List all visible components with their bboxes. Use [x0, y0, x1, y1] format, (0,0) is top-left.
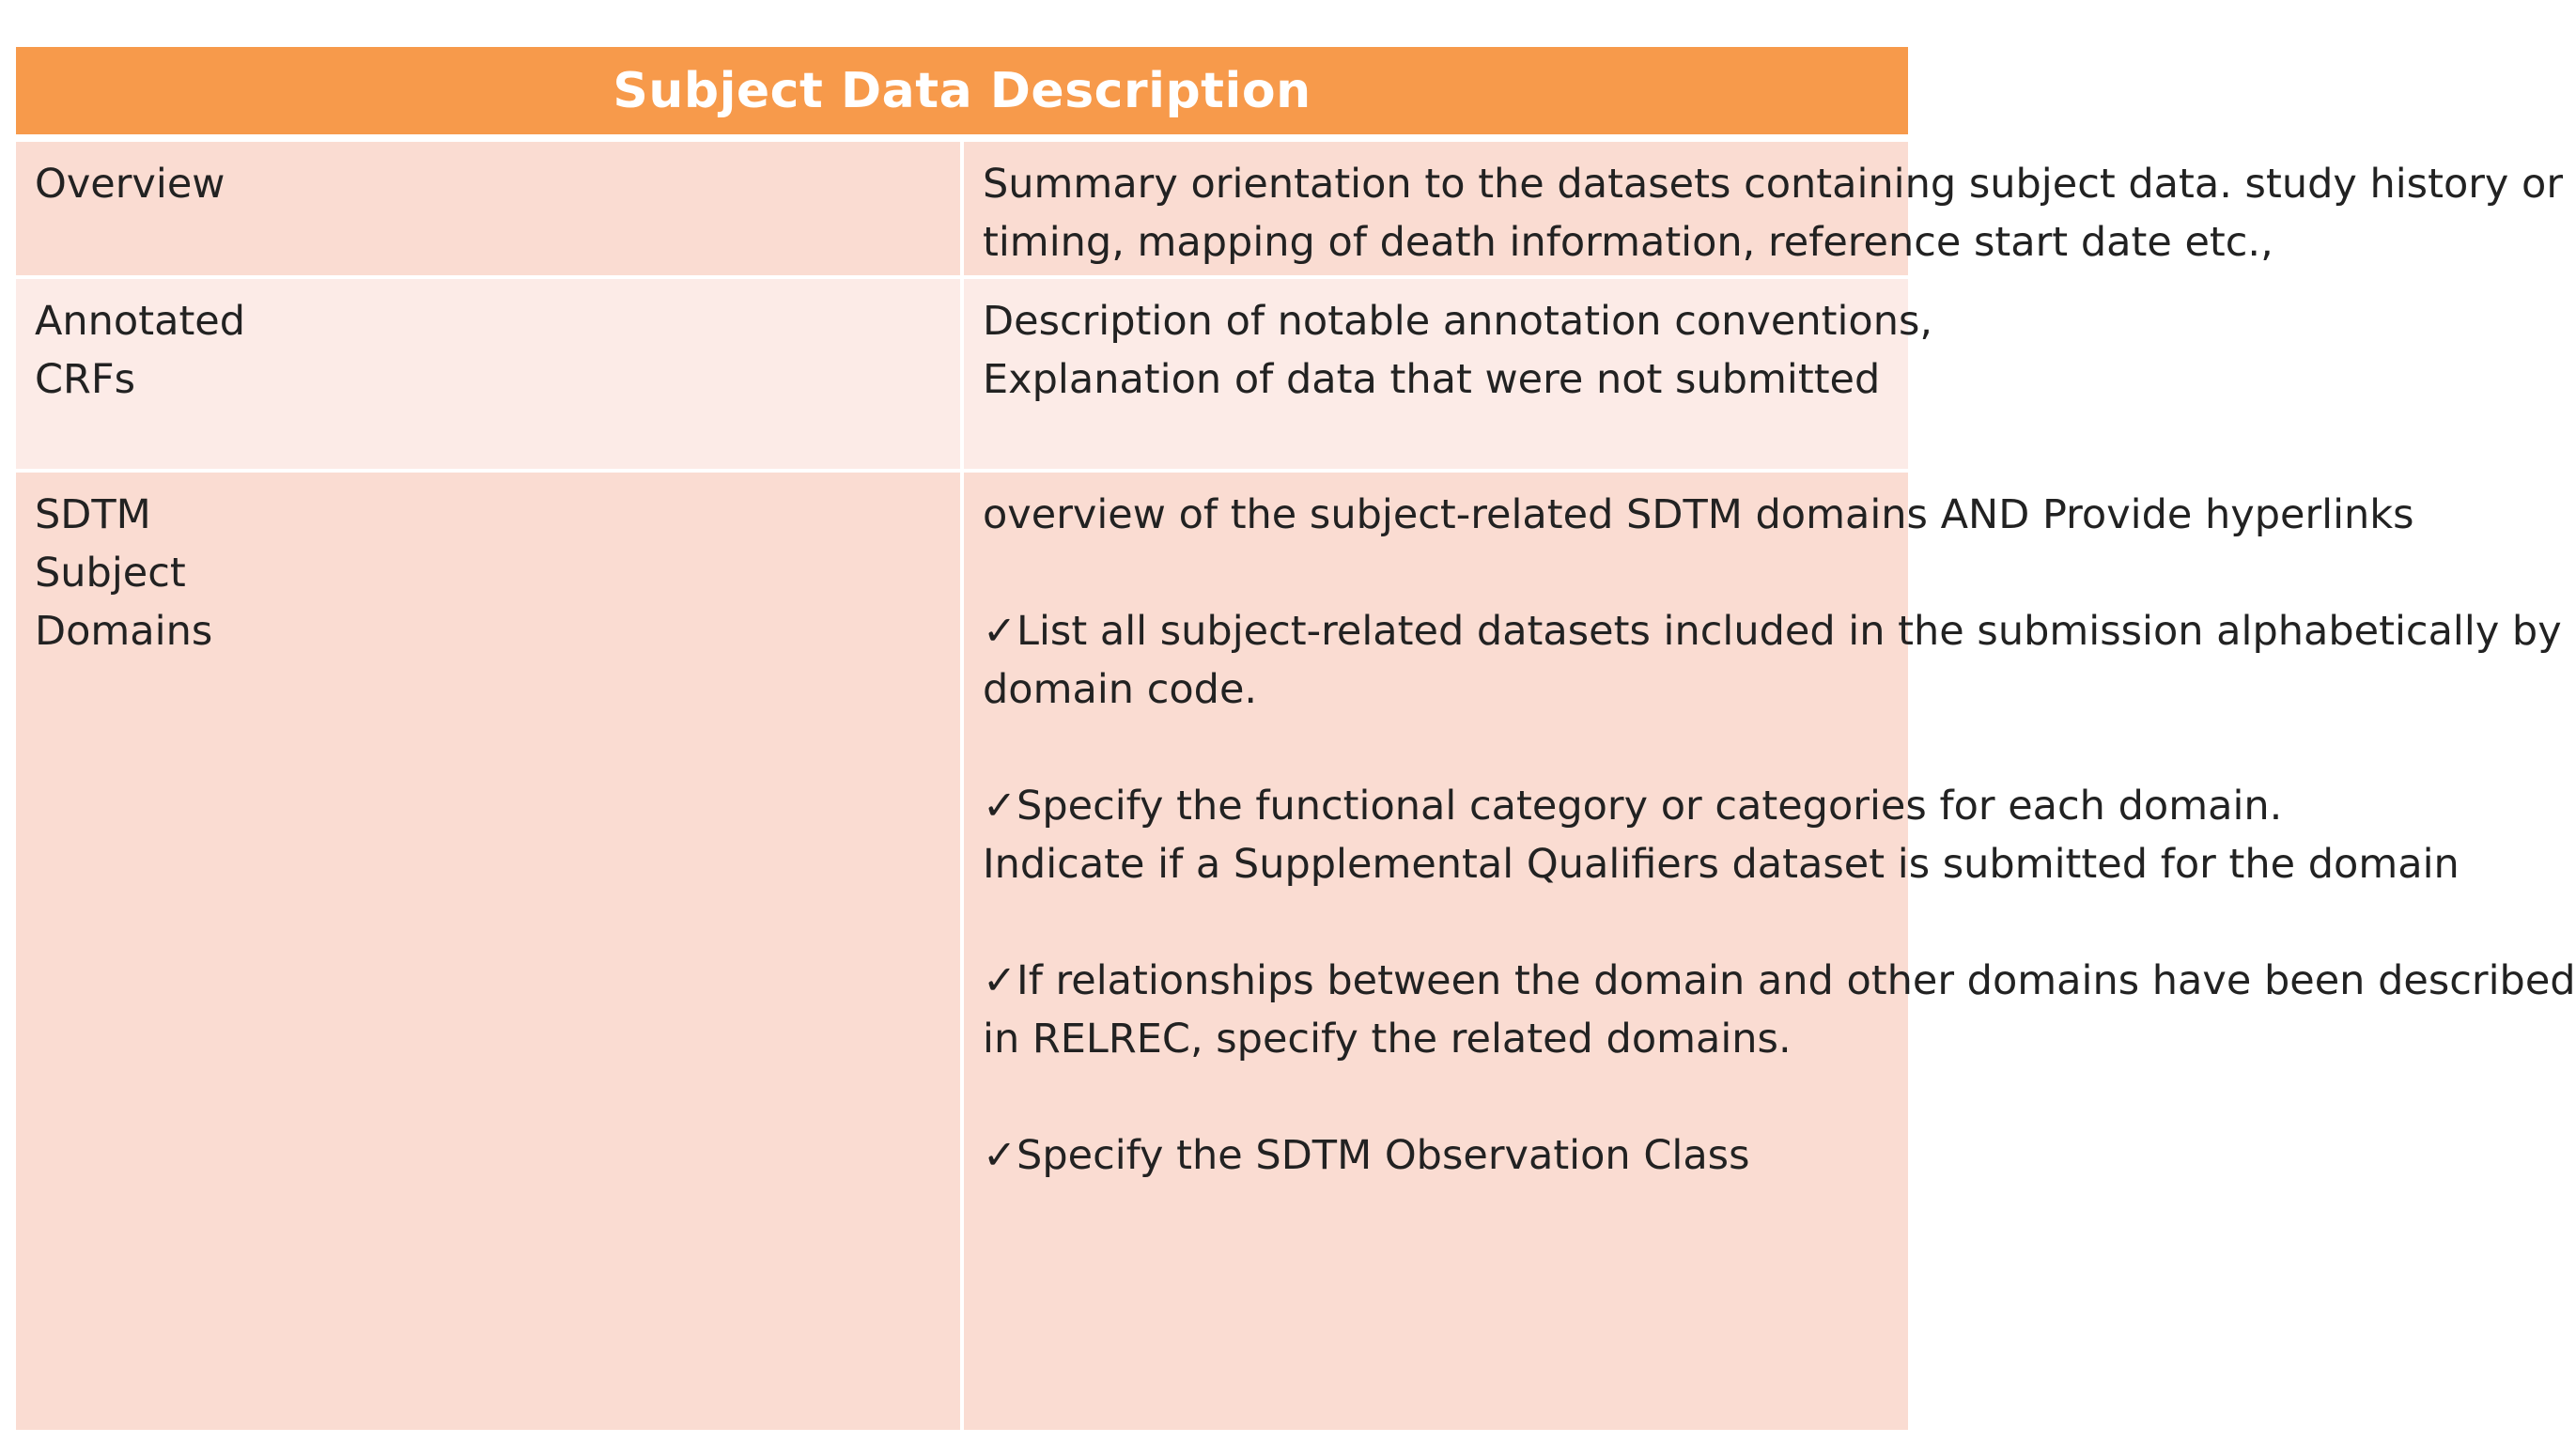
content-line: Explanation of data that were not submitted — [983, 356, 1881, 403]
checkmark-icon: ✓ — [983, 783, 1017, 830]
label-line: Subject — [35, 550, 186, 597]
bullet-relationships — [983, 952, 2576, 1068]
row-label-sdtm-subject-domains — [16, 471, 962, 1430]
bullet-observation-class — [983, 1126, 1889, 1185]
bullet-list-datasets — [983, 602, 2562, 719]
checkmark-icon: ✓ — [983, 608, 1017, 655]
subject-data-description-table — [16, 47, 2576, 1430]
row-content-annotated-crfs — [962, 277, 1933, 471]
bullet-text: If relationships between the domain and other domains have been described — [1016, 957, 2576, 1004]
row-content-sdtm-subject-domains — [962, 471, 2576, 1430]
table-title: Subject Data Description — [16, 47, 1908, 138]
bullet-text: Specify the SDTM Observation Class — [1016, 1132, 1750, 1179]
label-line: Annotated — [35, 298, 246, 345]
row-content-overview — [962, 138, 2564, 277]
checkmark-icon: ✓ — [983, 1132, 1017, 1179]
label-line: SDTM — [35, 491, 151, 538]
label-line: Overview — [35, 161, 225, 208]
bullet-text: domain code. — [983, 666, 1258, 713]
checkmark-icon: ✓ — [983, 957, 1017, 1004]
content-line: Description of notable annotation conventions, — [983, 298, 1933, 345]
table-row-overview — [16, 138, 1908, 277]
row-label-annotated-crfs — [16, 277, 962, 471]
bullet-text: Indicate if a Supplemental Qualifiers dataset is submitted for the domain — [983, 841, 2460, 888]
bullet-text: Specify the functional category or categories for each domain. — [1016, 783, 2283, 830]
content-intro: overview of the subject-related SDTM domains AND Provide hyperlinks — [983, 491, 2414, 538]
label-line: Domains — [35, 608, 213, 655]
label-line: CRFs — [35, 356, 136, 403]
bullet-text: in RELREC, specify the related domains. — [983, 1016, 1792, 1063]
bullet-text: List all subject-related datasets included in the submission alphabetically by — [1016, 608, 2562, 655]
content-line: Summary orientation to the datasets containing subject data. study history or — [983, 161, 2564, 208]
bullet-functional-category — [983, 777, 2460, 893]
table-row-annotated-crfs — [16, 277, 1908, 471]
table-row-sdtm-subject-domains — [16, 471, 1908, 1430]
content-line: timing, mapping of death information, reference start date etc., — [983, 219, 2273, 266]
row-label-overview — [16, 138, 962, 277]
